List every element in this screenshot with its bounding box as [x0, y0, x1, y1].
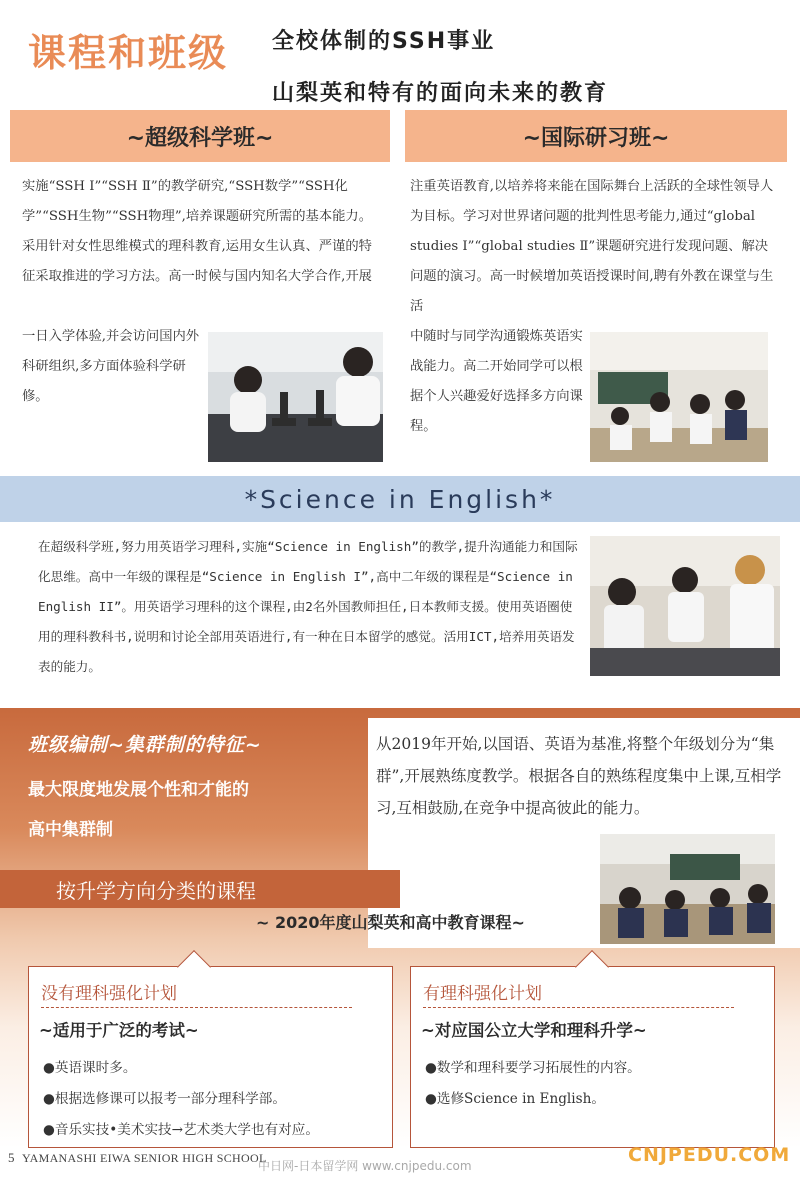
international-class-banner: ~国际研习班~ [405, 110, 787, 162]
school-name-footer: YAMANASHI EIWA SENIOR HIGH SCHOOL [22, 1151, 267, 1165]
science-course-subtitle: ~对应国公立大学和理科升学~ [421, 1021, 647, 1040]
science-in-english-photo [590, 536, 780, 676]
lab-microscope-photo [208, 332, 383, 462]
super-science-description: 实施“SSH Ⅰ”“SSH Ⅱ”的教学研究,“SSH数学”“SSH化学”“SSH生物”“SSH物理”,培养课题研究所需的基本能力。采用针对女性思维模式的理科教育,运用女生认真、严谨的特征采取推进的学习方法。高一时候与国内知名大学合作,开展 [22, 179, 373, 284]
no-science-course-box [28, 966, 393, 1148]
classroom-photo [590, 332, 768, 462]
list-item: ●音乐实技•美术实技→艺术类大学也有对应。 [43, 1122, 319, 1138]
cluster-subheading-1: 最大限度地发展个性和才能的 [28, 780, 249, 800]
no-science-feature-list [43, 1053, 319, 1146]
watermark-logo: CNJPEDU.COM [628, 1144, 791, 1166]
science-course-title: 有理科强化计划 [423, 984, 542, 1004]
cluster-classroom-photo [600, 834, 775, 944]
super-science-description-continued: 一日入学体验,并会访问国内外科研组织,多方面体验科学研修。 [22, 329, 200, 404]
list-item: ●英语课时多。 [43, 1060, 137, 1076]
curriculum-year-label: ~ 2020年度山梨英和高中教育课程~ [256, 913, 525, 932]
page-number: 5 [8, 1150, 15, 1165]
cluster-heading: 班级编制~集群制的特征~ [28, 734, 262, 756]
page-subtitle-future: 山梨英和特有的面向未来的教育 [272, 81, 609, 106]
no-science-divider [41, 1007, 352, 1008]
cluster-description: 从2019年开始,以国语、英语为基准,将整个年级划分为“集群”,开展熟练度教学。根据各自的熟练程度集中上课,互相学习,互相鼓励,在竞争中提高彼此的能力。 [376, 735, 782, 817]
page-title: 课程和班级 [28, 31, 229, 75]
list-item: ●选修Science in English。 [425, 1091, 605, 1107]
science-divider [423, 1007, 734, 1008]
science-in-english-description: 在超级科学班,努力用英语学习理科,实施“Science in English”的教学,提升沟通能力和国际化思维。高中一年级的课程是“Science in English I”,高中二年级的课程是“Science in English II”。用英语学习理科的这个课程,由2名外国教师担任,日本教师支援。使用英语圈使用的理科教科书,说明和讨论全部用英语进行,有一种在日本留学的感觉。活用ICT,培养用英语发表的能力。 [38, 539, 578, 674]
list-item: ●根据选修课可以报考一部分理科学部。 [43, 1091, 286, 1107]
no-science-course-title: 没有理科强化计划 [41, 984, 177, 1004]
international-class-description: 注重英语教育,以培养将来能在国际舞台上活跃的全球性领导人为目标。学习对世界诸问题的批判性思考能力,通过“global studies Ⅰ”“global studies Ⅱ”课题研究进行发现问题、解决问题的演习。高一时候增加英语授课时间,聘有外教在课堂与生活 [410, 179, 774, 314]
super-science-banner: ~超级科学班~ [10, 110, 390, 162]
science-feature-list [425, 1053, 641, 1115]
page-subtitle-ssh: 全校体制的SSH事业 [272, 29, 496, 54]
science-in-english-banner: *Science in English* [0, 476, 800, 522]
cluster-subheading-2: 高中集群制 [28, 820, 113, 840]
international-class-description-continued: 中随时与同学沟通锻炼英语实战能力。高二开始同学可以根据个人兴趣爱好选择多方向课程。 [410, 329, 583, 434]
course-classification-banner: 按升学方向分类的课程 [0, 870, 400, 908]
list-item: ●数学和理科要学习拓展性的内容。 [425, 1060, 641, 1076]
science-course-box [410, 966, 775, 1148]
site-watermark: 中日网-日本留学网 www.cnjpedu.com [258, 1159, 472, 1173]
no-science-course-subtitle: ~适用于广泛的考试~ [39, 1021, 199, 1040]
